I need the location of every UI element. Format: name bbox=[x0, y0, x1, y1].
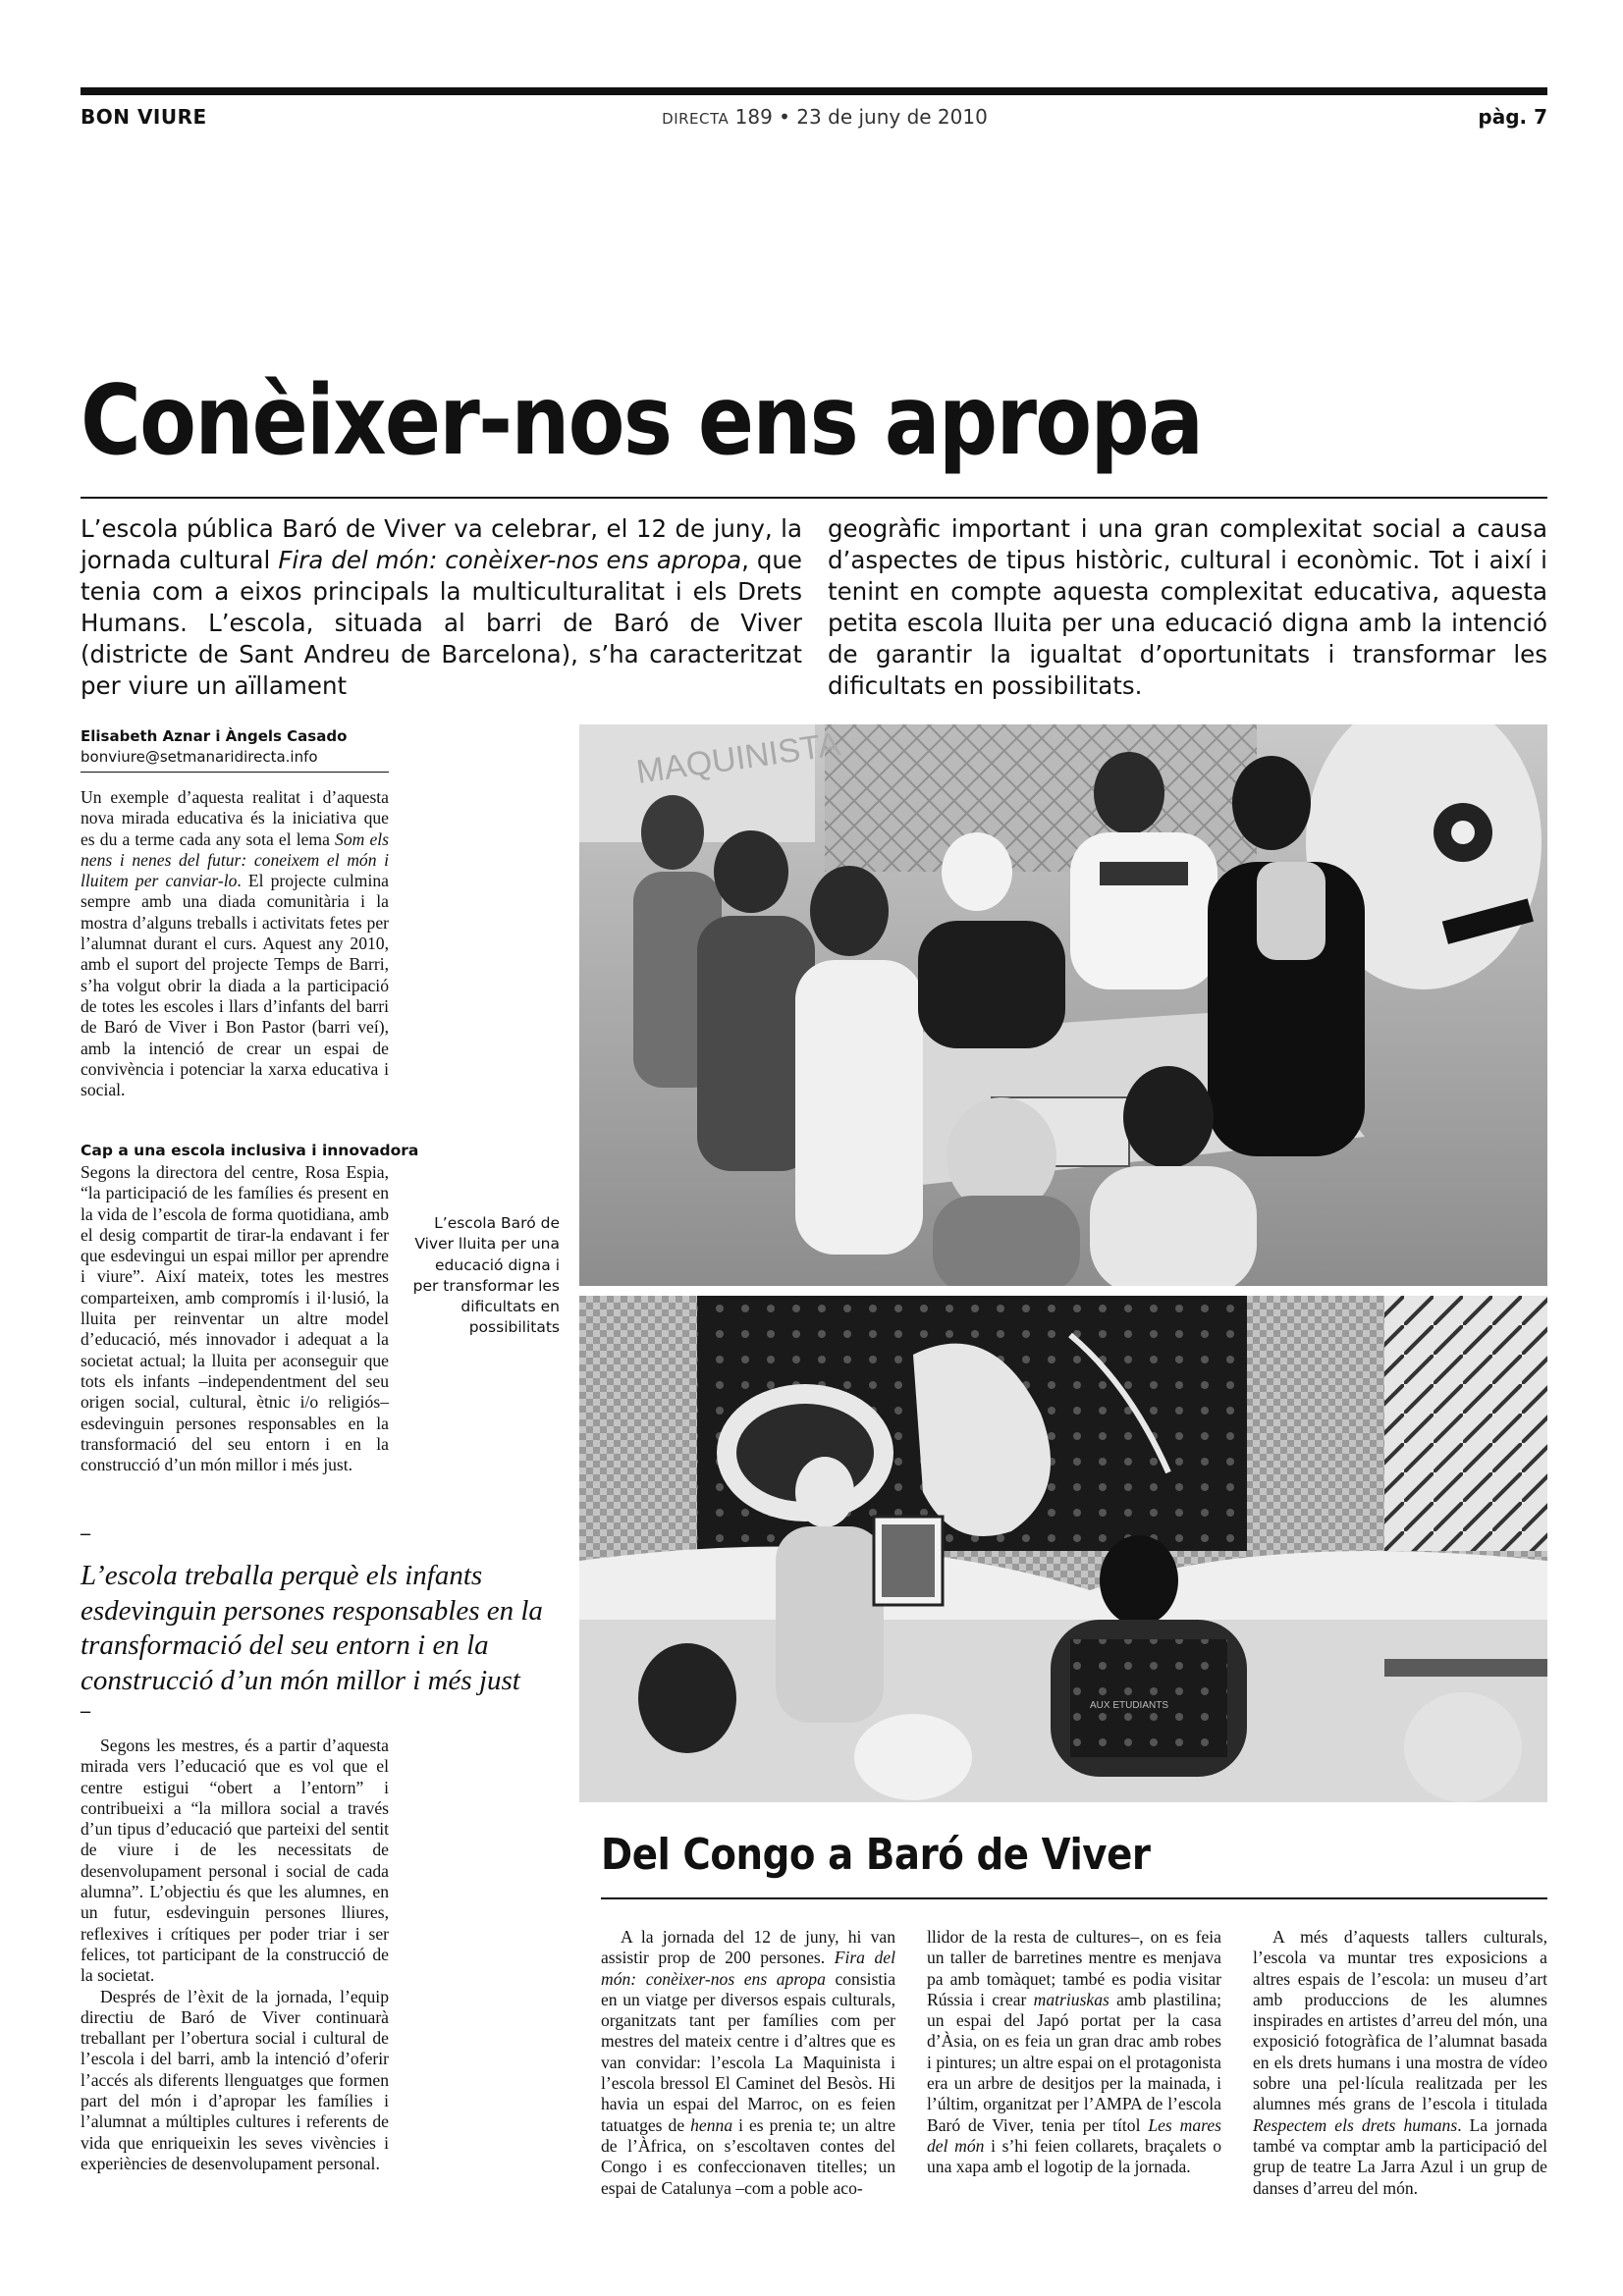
sub-article-rule bbox=[601, 1897, 1547, 1899]
body-italic: Som els nens i nenes del futur: coneixem el món i lluitem per canviar-lo bbox=[81, 828, 389, 891]
sign-text: MAQUINISTA bbox=[633, 725, 843, 791]
body-paragraph-2: Segons la directora del centre, Rosa Espia, “la participació de les famílies és present en la vida de l’escola de forma quotidiana, amb el desig compartit de tirar-la endavant i fer que esdevingui un espai millor per aprendre i viure”. Així mateix, totes les mestres comparteixen, amb compromís i il·lusió, la lluita per reinventar un altre model d’educació, més innovador i adequat a la societat actual; la lluita per aconseguir que tots els infants –independentment del seu origen social, cultural, ètnic i/o religiós– esdevinguin persones responsables en la transformació del seu entorn i en la construcció d’un món millor i més just. bbox=[81, 1162, 389, 1475]
publication-name: DIRECTA bbox=[662, 110, 730, 128]
photo-children-crafts bbox=[579, 724, 1547, 1286]
sub-article-column-1 bbox=[601, 1927, 895, 2199]
pullquote-dash-bottom: – bbox=[81, 1700, 90, 1722]
byline-email[interactable]: bonviure@setmanaridirecta.info bbox=[81, 748, 318, 766]
sub-article-column-3 bbox=[1253, 1927, 1547, 2199]
photo-storyteller-image bbox=[579, 1296, 1547, 1802]
shirt-text: AUX ETUDIANTS bbox=[1090, 1700, 1169, 1711]
body-text: i es prenia te; un altre de l’Àfrica, on s’escoltaven contes del Congo i es confeccionaven titelles; un espai de Catalunya –com a poble aco- bbox=[601, 2114, 896, 2198]
body-italic: matriuskas bbox=[1033, 1989, 1109, 2009]
body-text: llidor de la resta de cultures–, on es feia un taller de barretines mentre es menjava pa amb tomàquet; també es podia visitar Rússia i crear bbox=[927, 1927, 1221, 2009]
body-paragraph-1 bbox=[81, 787, 389, 1100]
lead-column-2: geogràfic important i una gran complexitat social a causa d’aspectes de tipus històric, cultural i econòmic. Tot i així i tenint en compte aquesta complexitat educativa, aquesta petita escola lluita per una educació digna amb la intenció de garantir la igualtat d’oportunitats i transformar les dificultats en possibilitats. bbox=[828, 514, 1547, 700]
body-italic: Fira del món: conèixer-nos ens apropa bbox=[601, 1948, 895, 1989]
issue-info bbox=[550, 105, 1100, 129]
lead-event-title: Fira del món: conèixer-nos ens apropa bbox=[278, 546, 742, 574]
byline-authors: Elisabeth Aznar i Àngels Casado bbox=[81, 727, 348, 745]
body-text: i s’hi feien collarets, braçalets o una xapa amb el logotip de la jornada. bbox=[927, 2135, 1221, 2177]
photo-children-crafts-image bbox=[579, 724, 1547, 1286]
photo-storyteller bbox=[579, 1296, 1547, 1802]
body-paragraph-3: Segons les mestres, és a partir d’aquesta mirada vers l’educació que es vol que el centre estigui “obert a l’entorn” i contribueixi a “la millora social a través d’un tipus d’educació que parteixi del sentit de viure i de les necessitats de desenvolupament personal i social de cada alumna”. L’objectiu és que les alumnes, en un futur, esdevinguin persones lliures, reflexives i crítiques per poder triar i ser felices, tot participant de la construcció de la societat. bbox=[81, 1735, 389, 1986]
sub-article-column-2 bbox=[927, 1927, 1221, 2178]
body-text: A més d’aquests tallers culturals, l’escola va muntar tres exposicions a altres espais de l’escola: un museu d’art amb produccions de les alumnes inspirades en artistes d’arreu del món, una exposició fotogràfica de l’alumnat basada en els drets humans i una mostra de vídeo sobre una pel·lícula realitzada per les alumnes més grans de l’escola i titulada bbox=[1253, 1927, 1547, 2114]
lead-column-1 bbox=[81, 513, 802, 702]
body-text: A la jornada del 12 de juny, hi van assistir prop de 200 persones. bbox=[601, 1927, 895, 1968]
body-italic: Les mares del món bbox=[927, 2114, 1221, 2156]
sub-article-title: Del Congo a Baró de Viver bbox=[601, 1830, 1151, 1880]
body-italic: henna bbox=[690, 2114, 733, 2135]
page-number: pàg. 7 bbox=[1478, 105, 1547, 129]
headline-rule bbox=[81, 497, 1547, 499]
section-label: BON VIURE bbox=[81, 105, 207, 129]
body-paragraph-4: Després de l’èxit de la jornada, l’equip directiu de Baró de Viver continuarà treballant per l’obertura social i cultural de l’escola i del barri, amb la intenció d’oferir l’accés als diferents llenguatges que formen part del món i d’apropar les famílies i l’alumnat a múltiples cultures i referents de vida que enriqueixin les seves vivències i experiències de desenvolupament personal. bbox=[81, 1986, 389, 2173]
pullquote: L’escola treballa perquè els infants esdevinguin persones responsables en la transformació del seu entorn i en la construcció d’un món millor i més just bbox=[81, 1560, 543, 1696]
body-paragraphs-3 bbox=[81, 1735, 389, 2174]
lead-text: L’escola pública Baró de Viver va celebrar, el 12 de juny, la jornada cultural bbox=[81, 514, 802, 574]
byline-rule bbox=[81, 772, 389, 773]
body-italic: Respectem els drets humans bbox=[1253, 2114, 1458, 2135]
body-text: . El projecte culmina sempre amb una diada comunitària i la mostra d’alguns treballs i activitats fetes per l’alumnat durant el curs. Aquest any 2010, amb el suport del projecte Temps de Barri, s’ha volgut obrir la diada a la participació de totes les escoles i llars d’infants del barri de Baró de Viver i Bon Pastor (barri veí), amb la intenció de crear un espai de convivència i potenciar la xarxa educativa i social. bbox=[81, 871, 389, 1100]
body-text: amb plastilina; un espai del Japó portat per la casa d’Àsia, on es feia un gran drac amb robes i pintures; un altre espai on el protagonista era un arbre de desitjos per la mainada, i l’últim, organitzat per l’AMPA de l’escola Baró de Viver, tenia per títol bbox=[927, 1989, 1221, 2135]
headline: Conèixer-nos ens apropa bbox=[81, 365, 1203, 477]
body-text: consistia en un viatge per diversos espais culturals, organitzats tant per famílies com per mestres del mateix centre i d’altres que es van convidar: l’escola La Maquinista i l’escola bressol El Caminet del Besòs. Hi havia un espai del Marroc, on es feien tatuatges de bbox=[601, 1968, 896, 2135]
lead-text: , que tenia com a eixos principals la multiculturalitat i els Drets Humans. L’escola, situada al barri de Baró de Viver (districte de Sant Andreu de Barcelona), s’ha caracteritzat per viure un aïllament bbox=[81, 546, 803, 700]
top-rule bbox=[81, 87, 1547, 95]
subheading: Cap a una escola inclusiva i innovadora bbox=[81, 1142, 419, 1159]
body-text: . La jornada també va comptar amb la participació del grup de teatre La Jarra Azul i un grup de danses d’arreu del món. bbox=[1253, 2114, 1547, 2198]
pullquote-dash-top: – bbox=[81, 1522, 90, 1544]
photo-caption: L’escola Baró de Viver lluita per una educació digna i per transformar les dificultats en possibilitats bbox=[412, 1214, 560, 1337]
body-text: Un exemple d’aquesta realitat i d’aquesta nova mirada educativa és la iniciativa que es du a terme cada any sota el lema bbox=[81, 787, 389, 849]
issue-date: 189 • 23 de juny de 2010 bbox=[734, 105, 988, 129]
